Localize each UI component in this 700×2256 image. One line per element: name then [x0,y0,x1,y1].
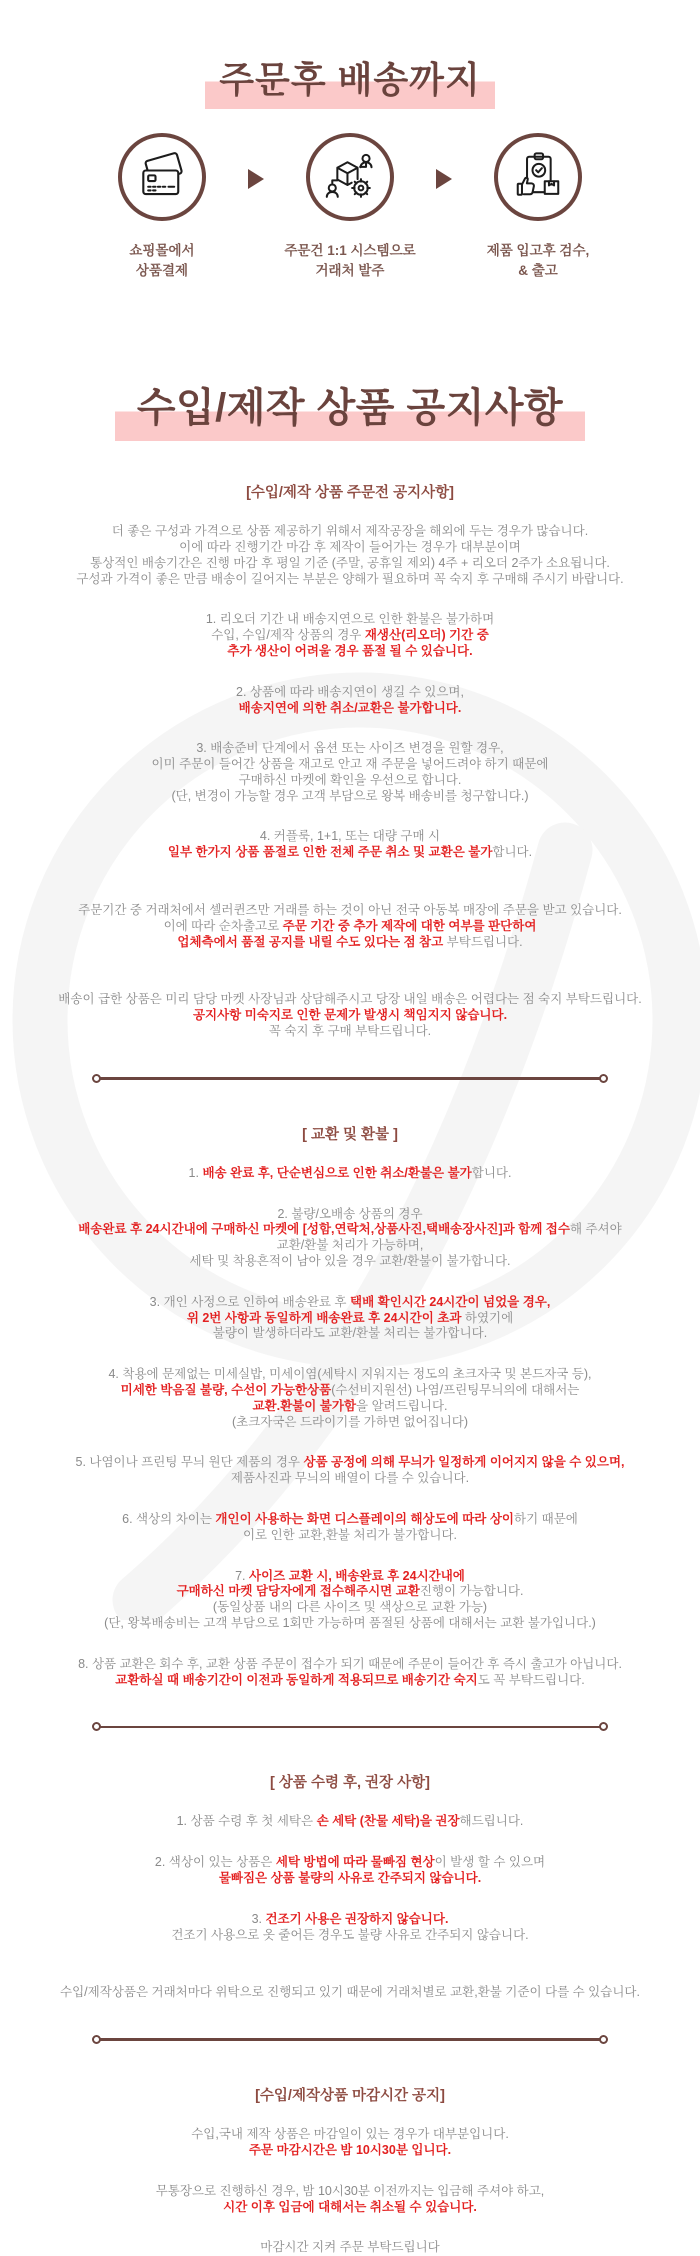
step-icon-circle [494,133,582,221]
notice-paragraph: 3. 개인 사정으로 인하여 배송완료 후 택배 확인시간 24시간이 넘었을 경우, 위 2번 사항과 동일하게 배송완료 후 24시간이 초과 하였기에 불량이 발생하더라도 교환/환불 처리는 불가합니다. [149,1294,551,1341]
section-divider [92,1722,608,1731]
flow-step-payment [76,133,248,280]
order-flow-section-header [0,0,700,109]
notice-paragraph: 8. 상품 교환은 회수 후, 교환 상품 주문이 접수가 되기 때문에 주문이 들어간 후 즉시 출고가 아닙니다. 교환하실 때 배송기간이 이전과 동일하게 적용되므로 배송기간 숙지도 꼭 부탁드립니다. [78,1656,622,1687]
divider-dot [599,1722,608,1731]
deadline-section [0,2084,700,2256]
notice-paragraph: 수입,국내 제작 상품은 마감일이 있는 경우가 대부분입니다. 주문 마감시간은 밤 10시30분 입니다. [191,2127,509,2157]
divider-line [100,1077,600,1080]
notice-paragraph: 무통장으로 진행하신 경우, 밤 10시30분 이전까지는 입금해 주셔야 하고, 시간 이후 입금에 대해서는 취소될 수 있습니다. [155,2183,545,2214]
section-divider [92,2035,608,2044]
notice-paragraph: 배송이 급한 상품은 미리 담당 마켓 사장님과 상담해주시고 당장 내일 배송은 어렵다는 점 숙지 부탁드립니다. 공지사항 미숙지로 인한 문제가 발생시 책임지지 않습니다. 꼭 숙지 후 구매 부탁드립니다. [58,992,642,1039]
credit-card-icon [136,151,188,203]
section-heading: [ 교환 및 환불 ] [302,1126,398,1143]
step-label: 제품 입고후 검수, & 출고 [486,243,590,278]
flow-step-inspection [452,133,624,280]
section-heading: [수입/제작 상품 주문전 공지사항] [246,485,454,502]
order-flow-title: 주문후 배송까지 [205,52,494,109]
notice-paragraph: 5. 나염이나 프린팅 무늬 원단 제품의 경우 상품 공정에 의해 무늬가 일정하게 이어지지 않을 수 있으며, 제품사진과 무늬의 배열이 다를 수 있습니다. [75,1455,625,1486]
notice-paragraph: 7. 사이즈 교환 시, 배송완료 후 24시간내에 구매하신 마켓 담당자에게 접수해주시면 교환진행이 가능합니다. (동일상품 내의 다른 사이즈 및 색상으로 교환 가능) (단, 왕복배송비는 고객 부담으로 1회만 가능하며 품절된 상품에 대해서는 교환 불가입니다.) [104,1568,596,1630]
notice-paragraph: 1. 상품 수령 후 첫 세탁은 손 세탁 (찬물 세탁)을 권장해드립니다. [176,1814,524,1829]
notice-paragraph: 더 좋은 구성과 가격으로 상품 제공하기 위해서 제작공장을 해외에 두는 경우가 많습니다. 이에 따라 진행기간 마감 후 제작이 들어가는 경우가 대부분이며 통상적인 배송기간은 진행 마감 후 평일 기준 (주말, 공휴일 제외) 4주 + 리오더 2주가 소요됩니다. 구성과 가격이 좋은 만큼 배송이 길어지는 부분은 양해가 필요하며 꼭 숙지 후 구매해 주시기 바랍니다. [76,524,624,586]
order-flow-steps [0,133,700,280]
inspection-shipping-icon [511,150,565,204]
pre-order-section [0,481,700,1040]
divider-line [100,1726,600,1729]
notice-paragraph: 1. 배송 완료 후, 단순변심으로 인한 취소/환불은 불가합니다. [188,1165,512,1180]
recommend-section [0,1771,700,2001]
notice-paragraph: 3. 건조기 사용은 권장하지 않습니다. 건조기 사용으로 옷 줄어든 경우도 불량 사유로 간주되지 않습니다. [171,1911,529,1942]
notice-paragraph: 4. 착용에 문제없는 미세실밥, 미세이염(세탁시 지워지는 정도의 초크자국 및 본드자국 등), 미세한 박음질 불량, 수선이 가능한상품(수선비지원선) 나염/프린팅무늬의에 대해서는 교환.환불이 불가함을 알려드립니다. (초크자국은 드라이기를 가하면 없어집니다) [108,1367,592,1429]
flow-step-order-system [264,133,436,280]
step-icon-circle [306,133,394,221]
notice-paragraph: 마감시간 지켜 주문 부탁드립니다 [260,2240,440,2255]
section-heading: [수입/제작상품 마감시간 공지] [255,2088,445,2105]
flow-arrow-icon [248,169,264,189]
notice-paragraph: 6. 색상의 차이는 개인이 사용하는 화면 디스플레이의 해상도에 따라 상이하기 때문에 이로 인한 교환,환불 처리가 불가합니다. [122,1512,578,1542]
notice-paragraph: 4. 커플룩, 1+1, 또는 대량 구매 시 일부 한가지 상품 품절로 인한 전체 주문 취소 및 교환은 불가합니다. [167,829,533,860]
order-system-icon [323,150,377,204]
divider-dot [599,2035,608,2044]
step-label: 쇼핑몰에서 상품결제 [129,243,195,278]
notice-paragraph: 2. 색상이 있는 상품은 세탁 방법에 따라 물빠짐 현상이 발생 할 수 있으며 물빠짐은 상품 불량의 사유로 간주되지 않습니다. [154,1855,546,1885]
notice-paragraph: 1. 리오더 기간 내 배송지연으로 인한 환불은 불가하며 수입, 수입/제작 상품의 경우 재생산(리오더) 기간 중 추가 생산이 어려울 경우 품절 될 수 있습니다. [205,612,495,658]
section-divider [92,1074,608,1083]
step-label: 주문건 1:1 시스템으로 거래처 발주 [284,243,416,278]
notice-paragraph: 3. 배송준비 단계에서 옵션 또는 사이즈 변경을 원할 경우, 이미 주문이 들어간 상품을 재고로 안고 재 주문을 넣어드려야 하기 때문에 구매하신 마켓에 확인을 우선으로 합니다. (단, 변경이 가능할 경우 고객 부담으로 왕복 배송비를 청구합니다.) [151,741,549,803]
notice-paragraph: 주문기간 중 거래처에서 셀러퀸즈만 거래를 하는 것이 아닌 전국 아동복 매장에 주문을 받고 있습니다. 이에 따라 순차출고로 주문 기간 중 추가 제작에 대한 여부를 판단하여 업체측에서 품절 공지를 내릴 수도 있다는 점 참고 부탁드립니다. [78,903,622,949]
notice-section-header [0,376,700,441]
section-heading: [ 상품 수령 후, 권장 사항] [270,1775,430,1792]
divider-dot [599,1074,608,1083]
notice-paragraph: 2. 불량/오배송 상품의 경우 배송완료 후 24시간내에 구매하신 마켓에 [성함,연락처,상품사진,택배송장사진]과 함께 접수해 주셔야 교환/환불 처리가 가능하며, 세탁 및 착용흔적이 남아 있을 경우 교환/환불이 불가합니다. [78,1206,622,1269]
flow-arrow-icon [436,169,452,189]
notice-paragraph: 2. 상품에 따라 배송지연이 생길 수 있으며, 배송지연에 의한 취소/교환은 불가합니다. [236,684,464,715]
notice-paragraph: 수입/제작상품은 거래처마다 위탁으로 진행되고 있기 때문에 거래처별로 교환,환불 기준이 다를 수 있습니다. [60,1985,640,2000]
divider-line [100,2038,600,2041]
exchange-refund-section [0,1123,700,1689]
step-icon-circle [118,133,206,221]
notice-title: 수입/제작 상품 공지사항 [115,376,585,441]
